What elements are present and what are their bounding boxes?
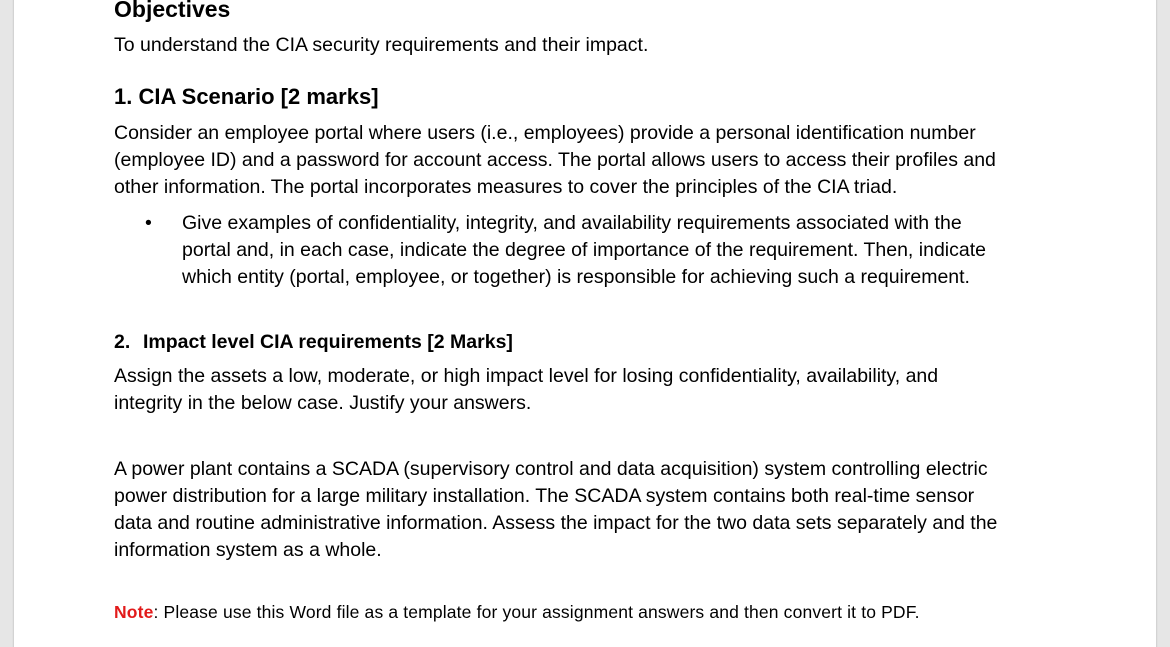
note-paragraph <box>114 602 920 623</box>
bullet-line: which entity (portal, employee, or together) is responsible for achieving such a requirement. <box>182 266 970 288</box>
bullet-line: portal and, in each case, indicate the degree of importance of the requirement. Then, indicate <box>182 239 986 261</box>
bullet-line: Give examples of confidentiality, integrity, and availability requirements associated with the <box>182 212 962 234</box>
objectives-text: To understand the CIA security requirements and their impact. <box>114 34 649 56</box>
paragraph-line: (employee ID) and a password for account access. The portal allows users to access their profiles and <box>114 149 996 171</box>
section1-paragraph <box>114 120 996 201</box>
section2-heading <box>114 331 513 354</box>
section2-paragraph <box>114 363 938 417</box>
section2-title: Impact level CIA requirements [2 Marks] <box>143 331 513 353</box>
section1-heading: 1. CIA Scenario [2 marks] <box>114 84 379 109</box>
paragraph-line: integrity in the below case. Justify your answers. <box>114 392 532 414</box>
section2-number: 2. <box>114 331 131 353</box>
objectives-heading: Objectives <box>114 0 231 22</box>
note-text: : Please use this Word file as a template for your assignment answers and then convert it to PDF. <box>153 602 920 622</box>
paragraph-line: power distribution for a large military installation. The SCADA system contains both real-time sensor <box>114 485 975 507</box>
paragraph-line: data and routine administrative information. Assess the impact for the two data sets separately and the <box>114 512 998 534</box>
paragraph-line: Assign the assets a low, moderate, or high impact level for losing confidentiality, availability, and <box>114 365 939 387</box>
paragraph-line: information system as a whole. <box>114 539 382 561</box>
paragraph-line: other information. The portal incorporates measures to cover the principles of the CIA triad. <box>114 176 898 198</box>
document-page <box>14 0 1156 647</box>
case-paragraph <box>114 456 997 564</box>
paragraph-line: Consider an employee portal where users (i.e., employees) provide a personal identification number <box>114 122 976 144</box>
note-label: Note <box>114 602 154 622</box>
bullet-icon: • <box>145 212 152 234</box>
paragraph-line: A power plant contains a SCADA (supervisory control and data acquisition) system controlling electric <box>114 458 988 480</box>
bullet-text <box>182 210 986 291</box>
